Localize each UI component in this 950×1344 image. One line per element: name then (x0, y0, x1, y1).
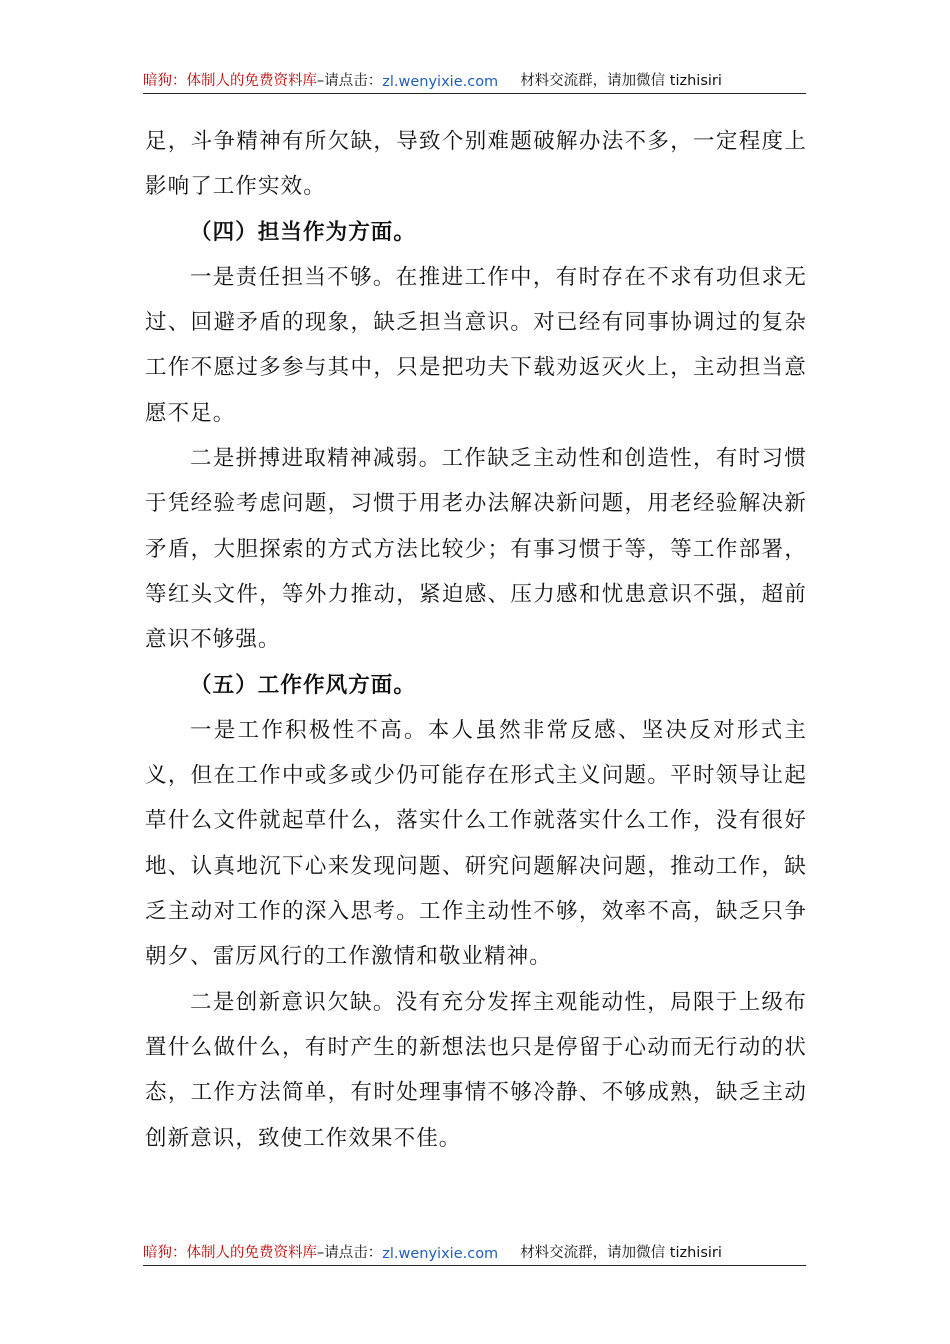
header-group-info: 材料交流群，请加微信 tizhisiri (520, 73, 722, 89)
paragraph: 一是责任担当不够。在推进工作中，有时存在不求有功但求无过、回避矛盾的现象，缺乏担当意识。对已经有同事协调过的复杂工作不愿过多参与其中，只是把功夫下载劝返灭火上，主动担当意愿不足。 (145, 264, 807, 426)
paragraph: 二是拼搏进取精神减弱。工作缺乏主动性和创造性，有时习惯于凭经验考虑问题，习惯于用老办法解决新问题，用老经验解决新矛盾，大胆探索的方式方法比较少；有事习惯于等，等工作部署，等红头文件，等外力推动，紧迫感、压力感和忧患意识不强，超前意识不够强。 (145, 446, 807, 653)
footer-group-info: 材料交流群，请加微信 tizhisiri (520, 1245, 722, 1261)
page-header (143, 64, 806, 94)
footer-click-prompt: –请点击： (317, 1245, 383, 1261)
section-heading-5: （五）工作作风方面。 (190, 672, 417, 698)
paragraph: 二是创新意识欠缺。没有充分发挥主观能动性，局限于上级布置什么做什么，有时产生的新想法也只是停留于心动而无行动的状态，工作方法简单，有时处理事情不够冷静、不够成熟，缺乏主动创新意识，致使工作效果不佳。 (145, 989, 807, 1151)
section-heading-4: （四）担当作为方面。 (190, 219, 417, 245)
paragraph-continuation: 足，斗争精神有所欠缺，导致个别难题破解办法不多，一定程度上影响了工作实效。 (145, 129, 807, 200)
page-footer (143, 1236, 806, 1266)
footer-site-name: 暗狗：体制人的免费资料库 (143, 1245, 317, 1261)
header-url-link[interactable]: zl.wenyixie.com (382, 74, 499, 90)
footer-url-link[interactable]: zl.wenyixie.com (382, 1246, 499, 1262)
header-site-name: 暗狗：体制人的免费资料库 (143, 73, 317, 89)
document-body (145, 119, 807, 1161)
header-click-prompt: –请点击： (317, 73, 383, 89)
paragraph: 一是工作积极性不高。本人虽然非常反感、坚决反对形式主义，但在工作中或多或少仍可能存在形式主义问题。平时领导让起草什么文件就起草什么，落实什么工作就落实什么工作，没有很好地、认真地沉下心来发现问题、研究问题解决问题，推动工作，缺乏主动对工作的深入思考。工作主动性不够，效率不高，缺乏只争朝夕、雷厉风行的工作激情和敬业精神。 (145, 717, 807, 970)
